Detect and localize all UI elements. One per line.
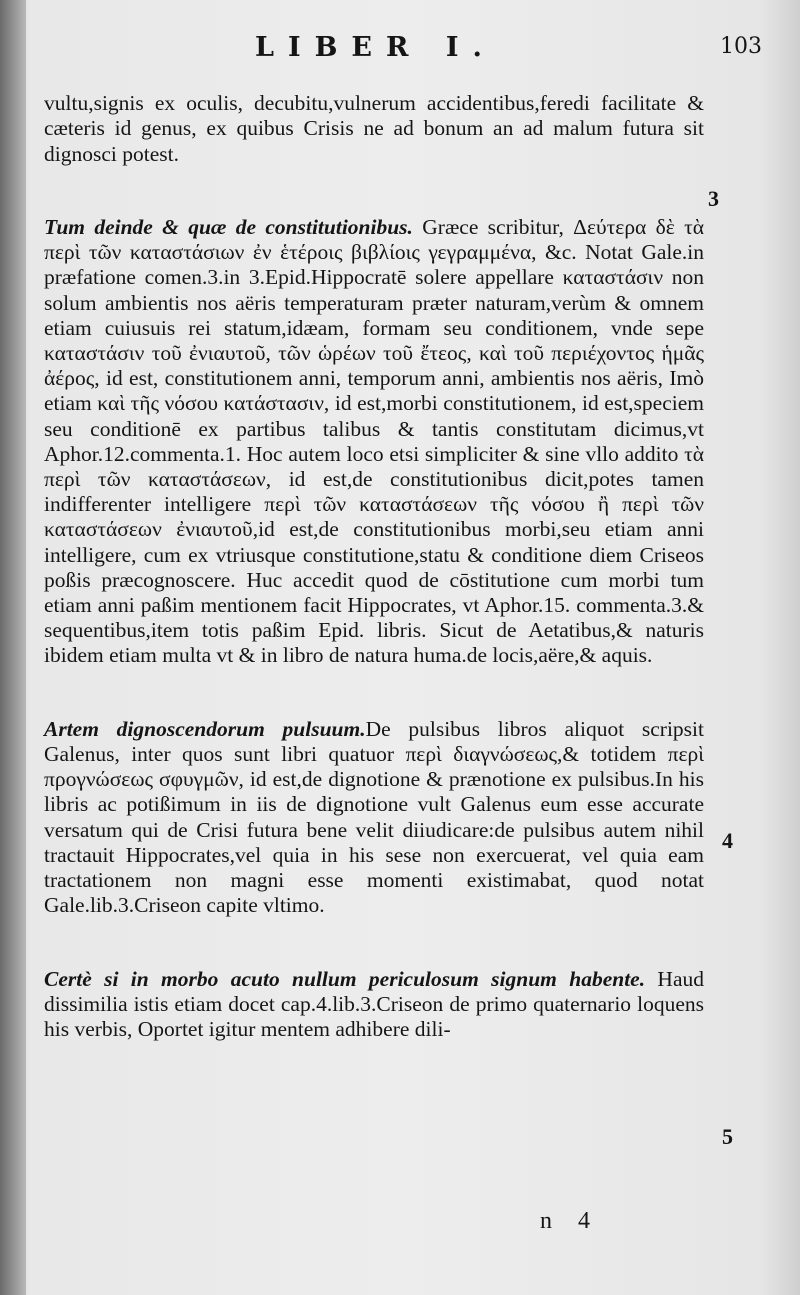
paragraph-2 bbox=[44, 190, 704, 669]
paragraph-1-text: vultu,signis ex oculis, decubitu,vulnerum accidentibus,feredi facilitate & cæteris id genus, ex quibus Crisis ne ad bonum an ad malum futura sit dignosci potest. bbox=[44, 91, 704, 166]
paragraph-3-text: De pulsibus libros aliquot scripsit Galenus, inter quos sunt libri quatuor περὶ διαγνώσεως,& totidem περὶ προγνώσεως σφυγμῶν, id est,de dignotione & prænotione ex pulsibus.In his libris ac potißimum in iis de dignotione vult Galenus eum esse accurate versatum qui de Crisi futura bene velit diiudicare:de pulsibus autem nihil tractauit Hippocrates,vel quia in his sese non exercuerat, vel quia eam tractationem non magni esse momenti existimabat, quod notat Gale.lib.3.Criseon capite vltimo. bbox=[44, 716, 704, 918]
paragraph-4-text: Haud dissimilia istis etiam docet cap.4.lib.3.Criseon de primo quaternario loquens his verbis, Oportet igitur mentem adhibere dili- bbox=[44, 966, 705, 1042]
page-number: 103 bbox=[720, 34, 762, 59]
margin-note-number-3: 3 bbox=[708, 186, 719, 211]
paragraph-4-lemma: Certè si in morbo acuto nullum periculosum signum habente. bbox=[44, 966, 646, 991]
paragraph-2-text: Græce scribitur, Δεύτερα δὲ τὰ περὶ τῶν καταστάσιων ἐν ἑτέροις βιβλίοις γεγραμμένα, &c. Notat Gale.in præfatione comen.3.in 3.Epid.Hippocratē solere appellare καταστάσιν non solum ambientis nos aëris temperaturam præter naturam,verùm & omnem etiam cuiusuis rei statum,idæam, formam seu conditionem, vnde sepe καταστάσιν τοῦ ἐνιαυτοῦ, τῶν ὡρέων τοῦ ἔτεος, καὶ τοῦ περιέχοντος ἡμᾶς ἀέρος, id est, constitutionem anni, temporum anni, ambientis nos aëris, Imò etiam καὶ τῆς νόσου κατάστασιν, id est,morbi constitutionem, id est,speciem seu conditionē ex partibus talibus & tantis constitutam dicimus,vt Aphor.12.commenta.1. Hoc autem loco etsi simpliciter & sine vllo addito τὰ περὶ τῶν καταστάσεων, id est,de constitutionibus dicit,potes tamen indifferenter intelligere περὶ τῶν καταστάσεων τῆς νόσου ἢ περὶ τῶν καταστάσεων ἐνιαυτοῦ,id est,de constitutionibus morbi,seu etiam anni intelligere, cum ex vtriusque constitutione,statu & conditione diem Criseos poßis præcognoscere. Huc accedit quod de cōstitutione cum morbi tum etiam anni paßim mentionem facit Hippocrates, vt Aphor.15. commenta.3.& sequentibus,item totis paßim Epid. libris. Sicut de Aetatibus,& naturis ibidem etiam multa vt & in libro de natura huma.de locis,aëre,& aquis. bbox=[44, 215, 705, 668]
margin-note-number-5: 5 bbox=[722, 1124, 733, 1149]
paragraph-3 bbox=[44, 692, 704, 919]
signature-catchword: n 4 bbox=[540, 1208, 600, 1234]
margin-note-number-4: 4 bbox=[722, 828, 733, 853]
main-text bbox=[44, 66, 704, 1042]
paragraph-1 bbox=[44, 66, 704, 167]
page-gutter-shadow bbox=[0, 0, 26, 1295]
paragraph-2-lemma: Tum deinde & quæ de constitutionibus. bbox=[44, 215, 413, 240]
paragraph-4 bbox=[44, 942, 704, 1043]
page-header bbox=[0, 30, 800, 66]
running-head: LIBER I. bbox=[255, 32, 496, 63]
paragraph-3-lemma: Artem dignoscendorum pulsuum. bbox=[44, 716, 366, 741]
